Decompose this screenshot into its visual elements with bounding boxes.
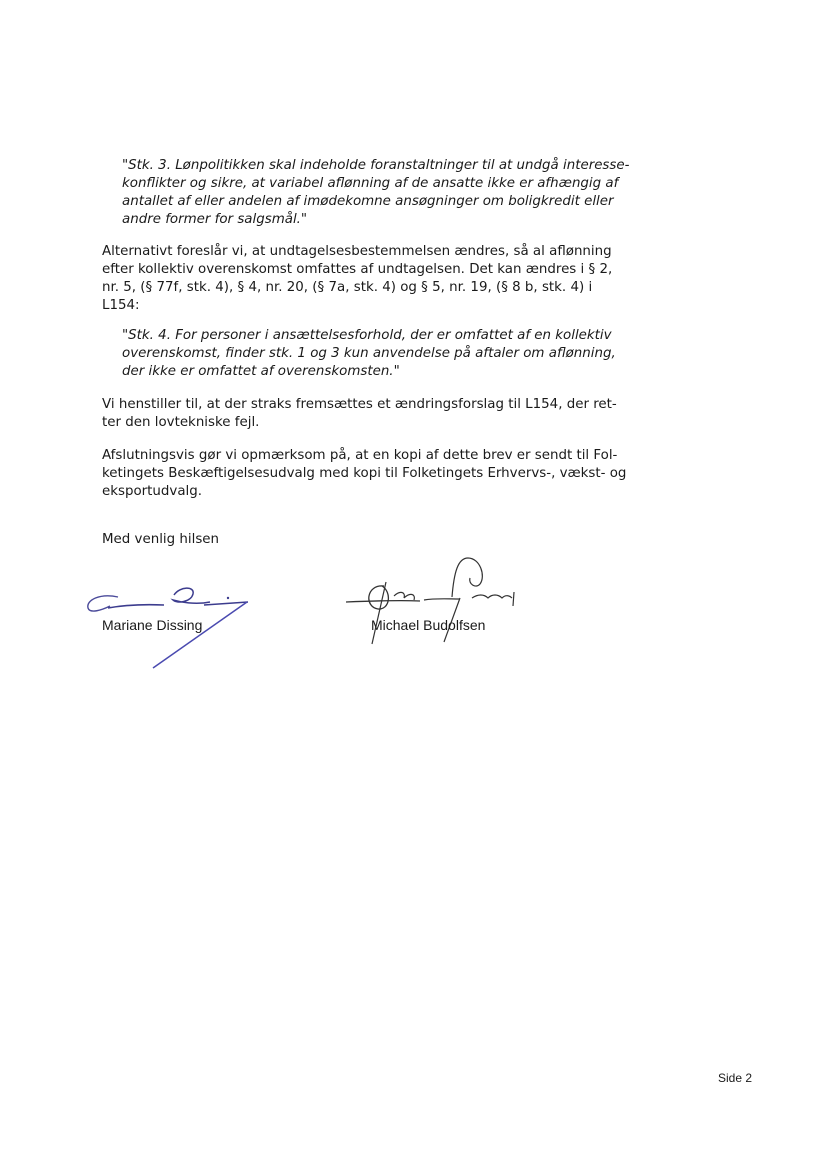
paragraph-line: ketingets Beskæftigelsesudvalg med kopi til Folketingets Erhvervs-, vækst- og — [102, 466, 627, 481]
quote-stk4-line: "Stk. 4. For personer i ansættelsesforhold, der er omfattet af en kollektiv — [122, 328, 612, 343]
paragraph-line: nr. 5, (§ 77f, stk. 4), § 4, nr. 20, (§ 7a, stk. 4) og § 5, nr. 19, (§ 8 b, stk. 4) i — [102, 280, 593, 295]
closing-greeting-text: Med venlig hilsen — [102, 532, 220, 547]
signature-right-name: Michael Budolfsen — [371, 617, 486, 633]
signature-right-scribble — [340, 552, 520, 652]
paragraph-line: eksportudvalg. — [102, 484, 203, 499]
quote-stk4 — [122, 327, 682, 381]
quote-stk3-line: antallet af eller andelen af imødekomne ansøgninger om boligkredit eller — [122, 194, 614, 209]
quote-stk3-line: "Stk. 3. Lønpolitikken skal indeholde foranstaltninger til at undgå interesse- — [122, 158, 630, 173]
paragraph-line: L154: — [102, 298, 140, 313]
quote-stk3-line: andre former for salgsmål." — [122, 212, 308, 227]
page-number: Side 2 — [718, 1071, 753, 1085]
quote-stk3-line: konflikter og sikre, at variabel aflønning af de ansatte ikke er afhængig af — [122, 176, 619, 191]
paragraph-alternativt — [102, 243, 682, 315]
quote-stk4-line: der ikke er omfattet af overenskomsten." — [122, 364, 400, 379]
signature-left-name: Mariane Dissing — [102, 617, 203, 633]
paragraph-line: efter kollektiv overenskomst omfattes af undtagelsen. Det kan ændres i § 2, — [102, 262, 613, 277]
paragraph-line: Vi henstiller til, at der straks fremsættes et ændringsforslag til L154, der ret- — [102, 397, 617, 412]
quote-stk3 — [122, 157, 682, 229]
paragraph-line: Alternativt foreslår vi, at undtagelsesbestemmelsen ændres, så al aflønning — [102, 244, 612, 259]
closing-greeting — [102, 531, 682, 549]
paragraph-line: Afslutningsvis gør vi opmærksom på, at en kopi af dette brev er sendt til Fol- — [102, 448, 618, 463]
paragraph-henstiller — [102, 396, 682, 432]
paragraph-afslutningsvis — [102, 447, 682, 501]
paragraph-line: ter den lovtekniske fejl. — [102, 415, 260, 430]
quote-stk4-line: overenskomst, finder stk. 1 og 3 kun anvendelse på aftaler om aflønning, — [122, 346, 616, 361]
